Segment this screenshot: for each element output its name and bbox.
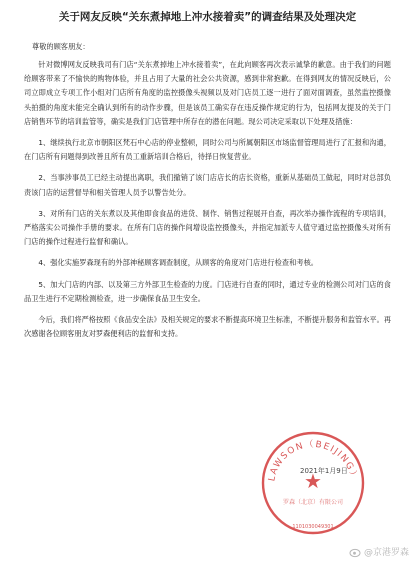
paragraph-closing: 今后，我们将严格按照《食品安全法》及相关规定的要求不断提高环境卫生标准，不断提升服务和监管水平。再次感谢各位顾客朋友对罗森便利店的监督和支持。 [24, 315, 391, 339]
watermark-text: @京港罗森 [363, 548, 409, 558]
paragraph-measure-3: 3、对所有门店的关东煮以及其他即食食品的进货、制作、销售过程展开自查，再次举办操作流程的专项培训，严格落实公司操作手册的要求。在所有门店的操作间增设监控摄像头，并指定加派专人值守通过监控摄像头对所有门店的操作过程进行监督和确认。 [24, 208, 391, 247]
weibo-icon [349, 546, 361, 558]
paragraph-measure-2: 2、当事涉事员工已经主动提出离职，我们撤销了该门店店长的店长资格，重新从基础员工做起，同时对总部负责该门店的运营督导和相关管理人员予以警告处分。 [24, 173, 391, 197]
document-title: 关于网友反映“关东煮掉地上冲水接着卖”的调查结果及处理决定 [58, 11, 357, 23]
weibo-watermark [349, 545, 409, 558]
company-seal-icon [258, 428, 368, 538]
greeting: 尊敬的顾客朋友： [32, 42, 90, 51]
svg-text:★: ★ [304, 469, 322, 493]
paragraph-measure-1: 1、继续执行北京市朝阳区梵石中心店的停业整顿，同时公司与所属朝阳区市场监督管理局进行了汇报和沟通，在门店所有问题得到改善且所有员工重新培训合格后，待择日恢复营业。 [24, 138, 391, 162]
svg-text:LAWSON（BEIJING）: LAWSON（BEIJING） [267, 439, 359, 483]
paragraph-measure-4: 4、强化实施罗森现有的外部神秘顾客调查制度，从顾客的角度对门店进行检查和考核。 [38, 258, 319, 268]
svg-text:罗森（北京）有限公司: 罗森（北京）有限公司 [282, 499, 344, 506]
svg-text:1101030049301: 1101030049301 [292, 524, 334, 530]
paragraph-measure-5: 5、加大门店的内部、以及第三方外部卫生检查的力度。门店进行自查的同时，通过专业的检测公司对门店的食品卫生进行不定期检测检查，进一步确保食品卫生安全。 [24, 279, 391, 303]
document-date: 2021年1月9日 [300, 467, 348, 475]
paragraph-intro: 针对微博网友反映我司有门店“关东煮掉地上冲水接着卖”，在此向顾客再次表示诚挚的歉意。由于我们的问题给顾客带来了不愉快的购物体验，并且占用了大量的社会公共资源，感到非常抱歉。在得到网友的情况反映后，公司立即成立专项工作小组对门店所有角度的监控摄像头视频以及对门店员工逐一进行了面对面调查，虽然监控摄像头拍摄的角度未能完全确认到所有的动作步骤，但是该员工确实存在违反操作规定的行为，包括网友提及的关于门店销售环节的培训监管等，确实是我们门店管理中所存在的潜在问题。现公司决定采取以下处理及措施： [24, 60, 391, 126]
